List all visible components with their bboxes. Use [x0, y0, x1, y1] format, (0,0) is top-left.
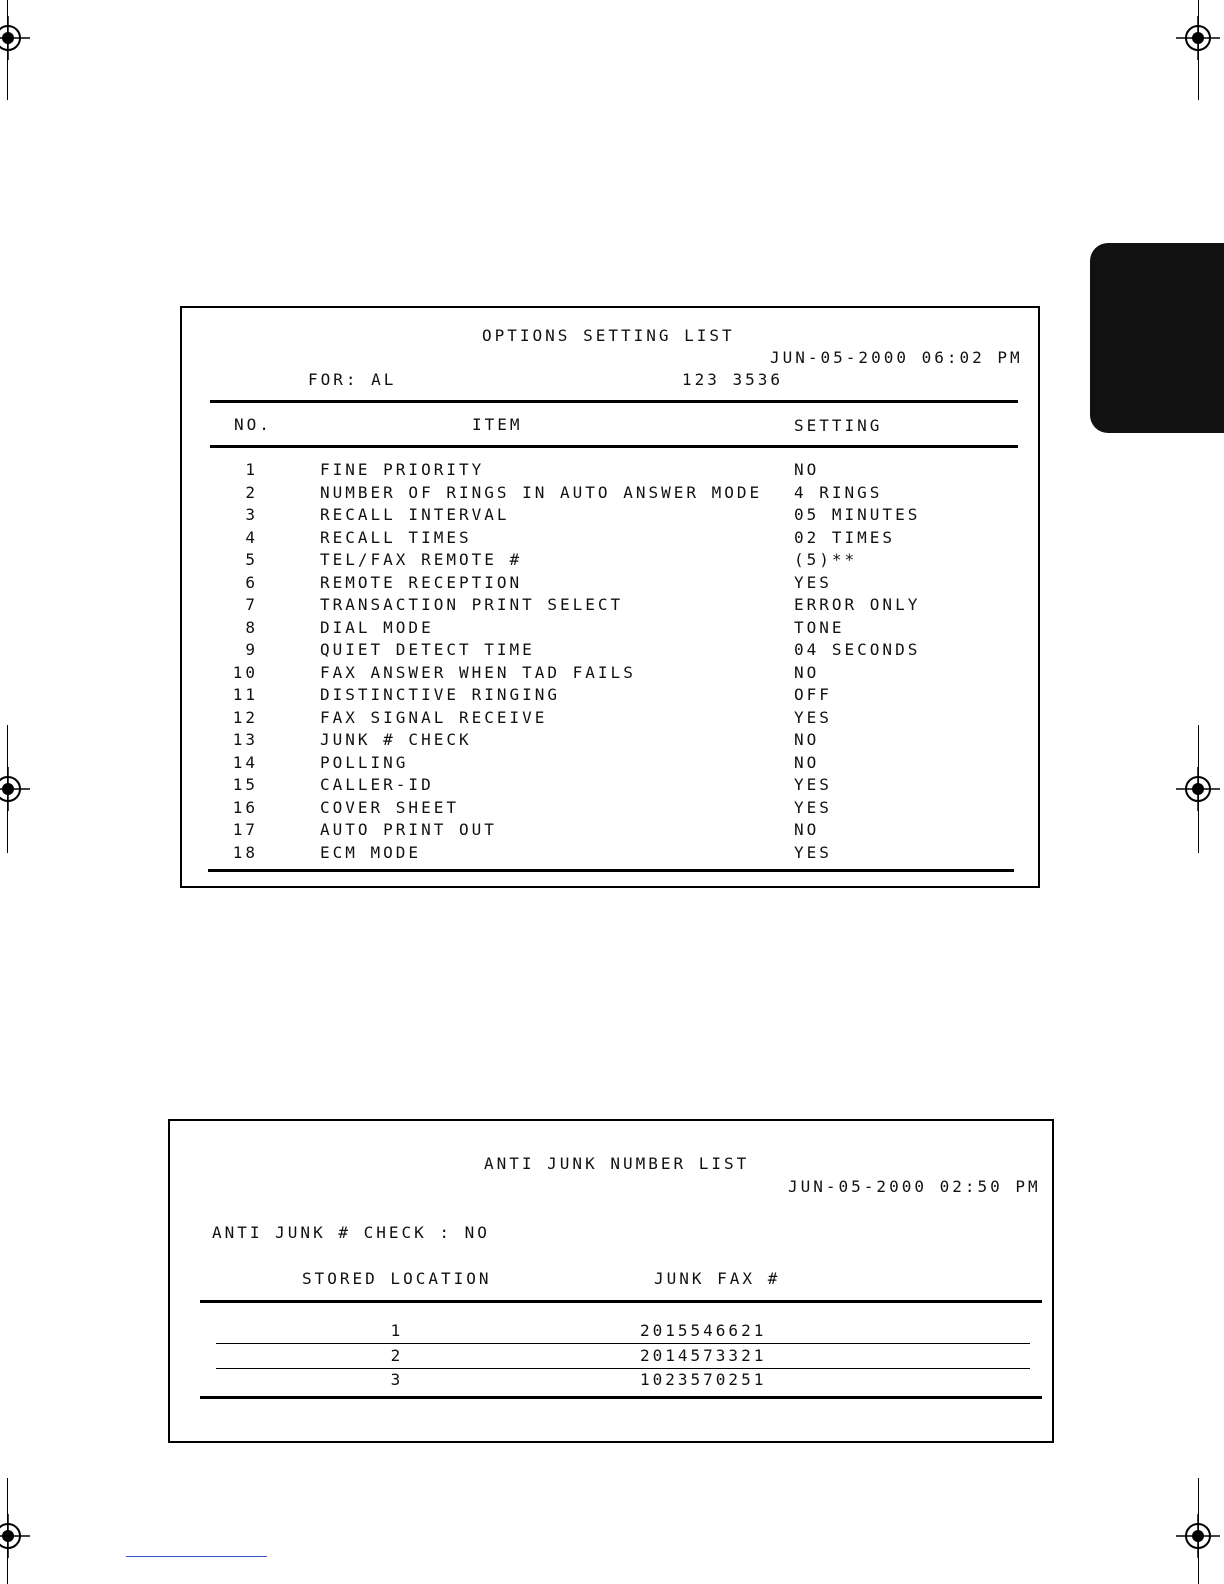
registration-mark-icon: [1176, 16, 1220, 60]
table-row: 2 NUMBER OF RINGS IN AUTO ANSWER MODE 4 RINGS: [245, 482, 883, 502]
column-header-junk-fax-number: JUNK FAX #: [654, 1269, 781, 1288]
row-divider: [216, 1368, 1030, 1369]
table-row: 12 FAX SIGNAL RECEIVE YES: [232, 707, 832, 727]
report-phone: 123 3536: [682, 370, 784, 389]
column-header-no: NO.: [234, 415, 272, 434]
table-row: 3 RECALL INTERVAL 05 MINUTES: [245, 505, 921, 524]
column-header-item: ITEM: [472, 415, 523, 434]
registration-mark-icon: [0, 16, 30, 60]
report-title: OPTIONS SETTING LIST: [482, 326, 735, 345]
footer-rule: [126, 1556, 267, 1557]
table-row: 10 FAX ANSWER WHEN TAD FAILS NO: [232, 662, 820, 682]
table-row: 5 TEL/FAX REMOTE # (5)**: [245, 550, 858, 569]
options-setting-list-report: [180, 306, 1040, 888]
table-row: 1 2015546621: [390, 1321, 767, 1340]
table-row: 8 DIAL MODE TONE: [245, 617, 845, 637]
table-row: 11 DISTINCTIVE RINGING OFF: [232, 685, 832, 704]
table-row: 14 POLLING NO: [232, 752, 820, 772]
column-header-stored-location: STORED LOCATION: [302, 1269, 492, 1288]
junk-check-status: ANTI JUNK # CHECK : NO: [212, 1223, 490, 1242]
report-datetime: JUN-05-2000 02:50 PM: [788, 1177, 1041, 1196]
column-header-setting: SETTING: [794, 416, 883, 435]
table-row: 9 QUIET DETECT TIME 04 SECONDS: [245, 640, 921, 659]
header-rule: [200, 1300, 1042, 1303]
thumb-tab: [1090, 243, 1224, 433]
row-divider: [216, 1343, 1030, 1344]
header-rule-bottom: [210, 445, 1018, 448]
table-row: 3 1023570251: [390, 1370, 767, 1389]
registration-mark-icon: [1176, 1514, 1220, 1558]
report-datetime: JUN-05-2000 06:02 PM: [770, 348, 1023, 367]
table-row: 16 COVER SHEET YES: [232, 797, 832, 817]
table-row: 6 REMOTE RECEPTION YES: [245, 572, 832, 592]
registration-mark-icon: [0, 1514, 30, 1558]
table-row: 18 ECM MODE YES: [232, 842, 832, 862]
table-row: 17 AUTO PRINT OUT NO: [232, 820, 820, 839]
table-rule-bottom: [200, 1396, 1042, 1399]
table-row: 13 JUNK # CHECK NO: [232, 730, 820, 749]
table-row: 1 FINE PRIORITY NO: [245, 460, 820, 479]
header-rule-top: [210, 400, 1018, 403]
table-row: 7 TRANSACTION PRINT SELECT ERROR ONLY: [245, 595, 921, 614]
table-rule-bottom: [208, 869, 1014, 872]
anti-junk-number-list-report: [168, 1119, 1054, 1443]
table-row: 15 CALLER-ID YES: [232, 775, 832, 794]
registration-mark-icon: [0, 767, 30, 811]
registration-mark-icon: [1176, 767, 1220, 811]
report-title: ANTI JUNK NUMBER LIST: [484, 1154, 750, 1173]
table-row: 2 2014573321: [390, 1346, 767, 1365]
report-for-label: FOR: AL: [308, 370, 397, 389]
table-row: 4 RECALL TIMES 02 TIMES: [245, 527, 896, 547]
